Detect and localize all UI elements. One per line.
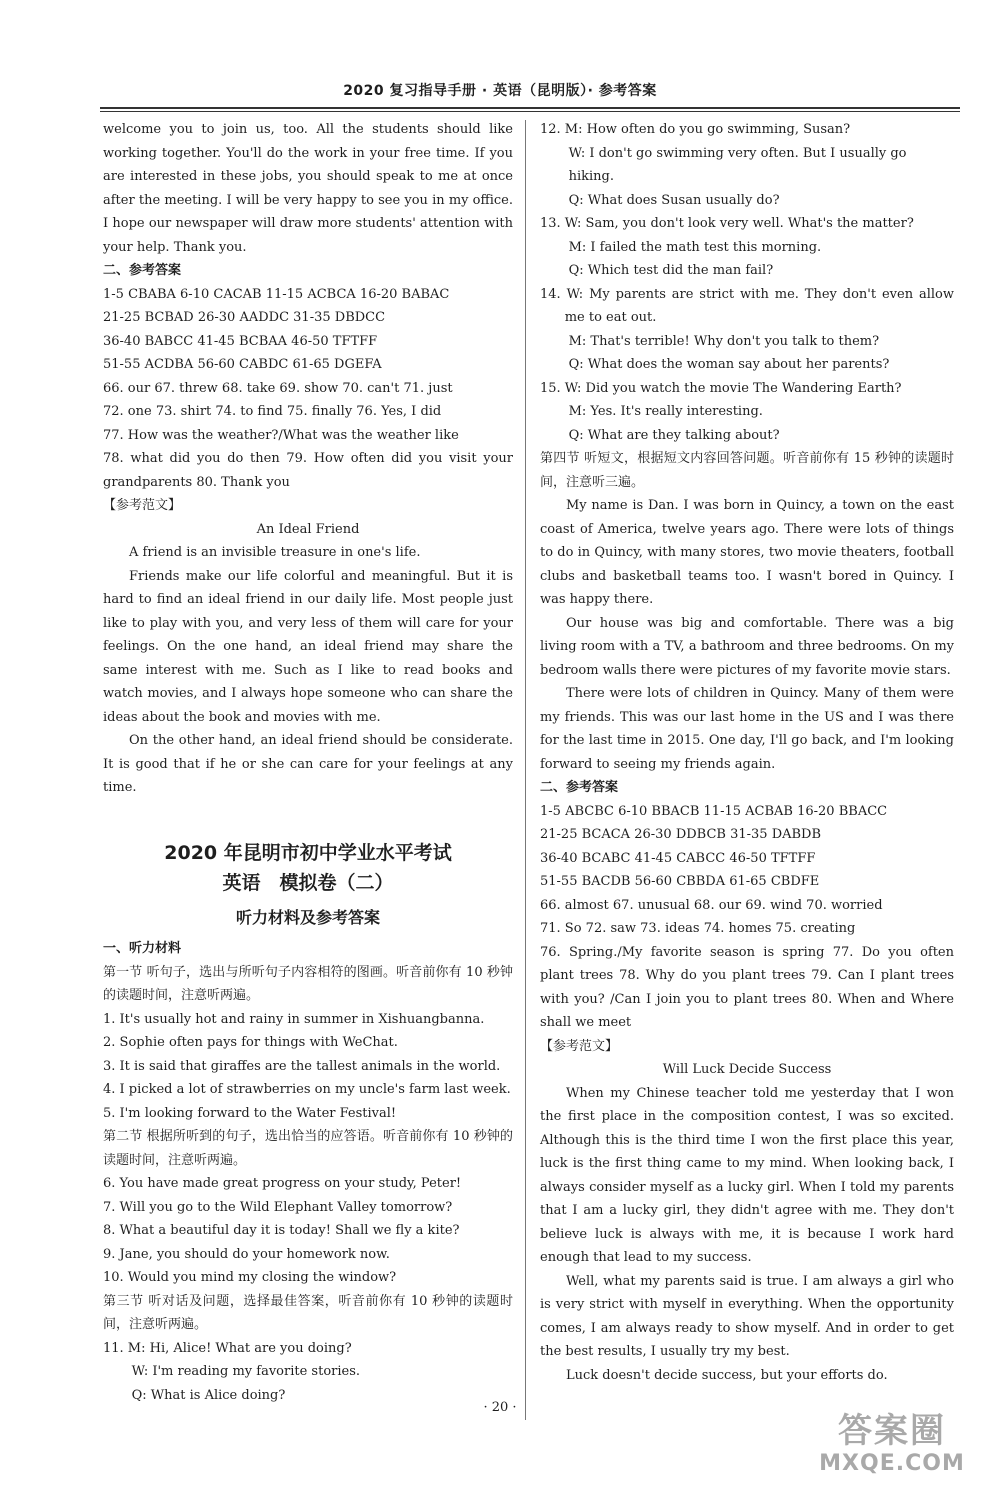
section-instruction: 第四节 听短文，根据短文内容回答问题。听音前你有 15 秒钟的读题时间，注意听三遍。 bbox=[540, 451, 954, 490]
listening-item: 4. I picked a lot of strawberries on my uncle's farm last week. bbox=[103, 1082, 511, 1097]
passage-paragraph: Our house was big and comfortable. There was a big living room with a TV, a bathroom and three bedrooms. On my bedroom walls there were pictures of my favorite movie stars. bbox=[540, 615, 954, 678]
letter-ending: welcome you to join us, too. All the students should like working together. You'll do the work in your free time. If you are interested in these jobs, you should speak to me at once after the meeting. I will be very happy to see you in my office. I hope our newspaper will draw more students' attention with your help. Thank you. bbox=[103, 122, 513, 255]
listening-item: 2. Sophie often pays for things with WeChat. bbox=[103, 1035, 398, 1050]
passage-paragraph: My name is Dan. I was born in Quincy, a town on the east coast of America, twelve years ago. There were lots of things to do in Quincy, with many stores, two movie theaters, football clubs and basketball teams too. I wasn't bored in Quincy. I was happy there. bbox=[540, 498, 954, 607]
essay-paragraph: Well, what my parents said is true. I am always a girl who is very strict with myself in everything. When the opportunity comes, I am always ready to show myself. And in order to get the best results, I usually try my best. bbox=[540, 1273, 954, 1359]
dialog-line: 15. W: Did you watch the movie The Wandering Earth? bbox=[540, 380, 902, 396]
dialog-line: 14. W: My parents are strict with me. They don't even allow me to eat out. bbox=[540, 286, 954, 325]
answer-line: 1-5 ABCBC 6-10 BBACB 11-15 ACBAB 16-20 BBACC bbox=[540, 803, 888, 819]
answer-line: 36-40 BABCC 41-45 BCBAA 46-50 TFTFF bbox=[103, 333, 378, 349]
answer-line: 1-5 CBABA 6-10 CACAB 11-15 ACBCA 16-20 BABAC bbox=[103, 286, 450, 302]
passage-paragraph: There were lots of children in Quincy. Many of them were my friends. This was our last home in the US and I was there for the last time in 2015. One day, I'll go back, and I'm looking forward to seeing my friends again. bbox=[540, 686, 954, 772]
dialog-line: M: That's terrible! Why don't you talk to them? bbox=[568, 333, 880, 349]
dialog-line: Q: What are they talking about? bbox=[568, 427, 780, 443]
watermark bbox=[812, 1410, 972, 1480]
answer-line: 71. So 72. saw 73. ideas 74. homes 75. creating bbox=[540, 921, 856, 936]
listening-item: 10. Would you mind my closing the window? bbox=[103, 1270, 397, 1285]
answer-line: 36-40 BCABC 41-45 CABCC 46-50 TFTFF bbox=[540, 850, 816, 866]
answer-line: 66. our 67. threw 68. take 69. show 70. can't 71. just bbox=[103, 380, 453, 396]
answers-heading: 二、参考答案 bbox=[103, 263, 182, 278]
page-number: · 20 · bbox=[483, 1400, 517, 1415]
dialog-line: 12. M: How often do you go swimming, Susan? bbox=[540, 122, 851, 137]
dialog-line: Q: What does Susan usually do? bbox=[568, 192, 780, 208]
essay-label: 【参考范文】 bbox=[540, 1038, 619, 1054]
exam-title: 2020 年昆明市初中学业水平考试 bbox=[164, 841, 452, 864]
listening-title: 听力材料及参考答案 bbox=[235, 907, 380, 927]
essay-paragraph: A friend is an invisible treasure in one's life. bbox=[129, 545, 421, 560]
dialog-line: 11. M: Hi, Alice! What are you doing? bbox=[103, 1340, 352, 1356]
dialog-line: W: I'm reading my favorite stories. bbox=[131, 1364, 361, 1379]
listening-item: 5. I'm looking forward to the Water Festival! bbox=[103, 1105, 397, 1121]
exam-subtitle: 英语 模拟卷（二） bbox=[222, 871, 394, 894]
running-header: 2020 复习指导手册 · 英语（昆明版）· 参考答案 bbox=[343, 83, 657, 99]
dialog-line: Q: What is Alice doing? bbox=[131, 1387, 286, 1403]
essay-label: 【参考范文】 bbox=[103, 498, 182, 513]
listening-heading: 一、听力材料 bbox=[103, 941, 182, 956]
listening-item: 3. It is said that giraffes are the tallest animals in the world. bbox=[103, 1058, 501, 1074]
listening-item: 6. You have made great progress on your study, Peter! bbox=[103, 1176, 462, 1191]
answer-line: 76. Spring./My favorite season is spring 77. Do you often plant trees 78. Why do you plant trees 79. Can I plant trees with you? /Can I join you to plant trees 80. When and Where shall we meet bbox=[540, 944, 954, 1030]
essay-paragraph: Luck doesn't decide success, but your efforts do. bbox=[566, 1367, 888, 1383]
dialog-line: Q: What does the woman say about her parents? bbox=[568, 357, 890, 372]
answer-line: 66. almost 67. unusual 68. our 69. wind 70. worried bbox=[540, 897, 883, 913]
listening-item: 8. What a beautiful day it is today! Shall we fly a kite? bbox=[103, 1223, 460, 1238]
header-rule bbox=[100, 107, 960, 109]
dialog-line: M: I failed the math test this morning. bbox=[568, 239, 822, 255]
answer-line: 72. one 73. shirt 74. to find 75. finally 76. Yes, I did bbox=[103, 404, 442, 419]
essay-paragraph: Friends make our life colorful and meaningful. But it is hard to find an ideal friend in our daily life. Most people just like to play with you, and very less of them will care for your feelings. On the one hand, an ideal friend may share the same interest with me. Such as I like to read books and watch movies, and I always hope someone who can share the ideas about the book and movies with me. bbox=[103, 568, 513, 725]
right-column bbox=[540, 118, 954, 1387]
answer-line: 51-55 ACDBA 56-60 CABDC 61-65 DGEFA bbox=[103, 357, 382, 372]
watermark-url: MXQE.COM bbox=[819, 1451, 965, 1476]
essay-paragraph: When my Chinese teacher told me yesterday that I won the first place in the composition contest, I was so excited. Although this is the third time I won the first place this year, luck is the first thing came to my mind. When looking back, I always consider myself as a lucky girl. When I told my parents that I am a lucky girl, they didn't agree with me. They don't believe luck is always with me, it is because I work hard enough that lead to my success. bbox=[540, 1085, 954, 1265]
section-instruction: 第一节 听句子，选出与所听句子内容相符的图画。听音前你有 10 秒钟的读题时间，注意听两遍。 bbox=[103, 964, 513, 1003]
essay-title: Will Luck Decide Success bbox=[662, 1062, 832, 1077]
header-rule-thin bbox=[100, 111, 960, 112]
answer-line: 21-25 BCBAD 26-30 AADDC 31-35 DBDCC bbox=[103, 310, 386, 325]
listening-item: 7. Will you go to the Wild Elephant Valley tomorrow? bbox=[103, 1199, 453, 1215]
listening-item: 1. It's usually hot and rainy in summer in Xishuangbanna. bbox=[103, 1011, 485, 1027]
listening-item: 9. Jane, you should do your homework now. bbox=[103, 1246, 390, 1262]
section-instruction: 第三节 听对话及问题，选择最佳答案，听音前你有 10 秒钟的读题时间，注意听两遍。 bbox=[103, 1293, 513, 1332]
answer-line: 78. what did you do then 79. How often did you visit your grandparents 80. Thank you bbox=[103, 451, 513, 490]
essay-paragraph: On the other hand, an ideal friend should be considerate. It is good that if he or she can care for your feelings at any time. bbox=[103, 733, 513, 795]
dialog-line: M: Yes. It's really interesting. bbox=[568, 404, 763, 419]
watermark-logo: 答案圈 bbox=[838, 1411, 946, 1451]
left-column bbox=[103, 118, 513, 1407]
section-instruction: 第二节 根据所听到的句子，选出恰当的应答语。听音前你有 10 秒钟的读题时间，注意听两遍。 bbox=[103, 1129, 513, 1168]
dialog-line: Q: Which test did the man fail? bbox=[568, 263, 774, 278]
dialog-line: W: I don't go swimming very often. But I usually go hiking. bbox=[568, 145, 907, 184]
answer-line: 21-25 BCACA 26-30 DDBCB 31-35 DABDB bbox=[540, 827, 822, 842]
answer-line: 77. How was the weather?/What was the weather like bbox=[103, 427, 459, 443]
column-divider bbox=[525, 120, 526, 1420]
essay-title: An Ideal Friend bbox=[256, 521, 360, 537]
answers-heading: 二、参考答案 bbox=[540, 780, 619, 795]
answer-line: 51-55 BACDB 56-60 CBBDA 61-65 CBDFE bbox=[540, 874, 820, 889]
dialog-line: 13. W: Sam, you don't look very well. What's the matter? bbox=[540, 216, 914, 231]
